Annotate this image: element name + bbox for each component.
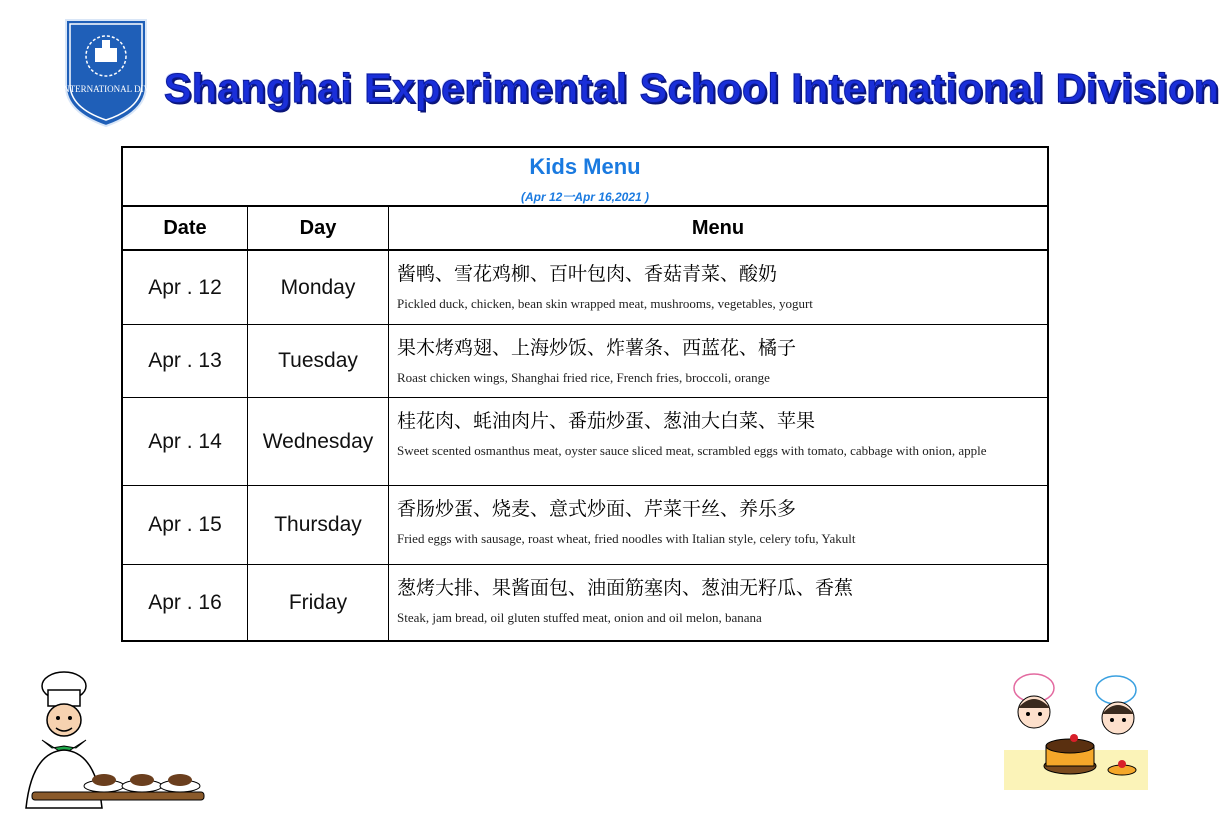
menu-cn: 葱烤大排、果酱面包、油面筋塞肉、葱油无籽瓜、香蕉: [397, 577, 854, 599]
header-date: Date: [123, 207, 248, 249]
menu-table: [121, 146, 1049, 642]
menu-cn: 香肠炒蛋、烧麦、意式炒面、芹菜干丝、养乐多: [397, 498, 797, 520]
table-row: [123, 398, 1047, 486]
logo-text: S.E.S INTERNATIONAL DIVISION: [37, 84, 175, 94]
row-date: Apr . 16: [123, 565, 248, 640]
table-header: [123, 207, 1047, 251]
row-menu: [389, 565, 1047, 640]
menu-en: Roast chicken wings, Shanghai fried rice, French fries, broccoli, orange: [397, 370, 770, 385]
row-day: Wednesday: [248, 398, 389, 485]
school-logo: [37, 16, 175, 130]
menu-en: Pickled duck, chicken, bean skin wrapped meat, mushrooms, vegetables, yogurt: [397, 296, 813, 311]
menu-title-row: [123, 148, 1047, 207]
table-row: [123, 565, 1047, 640]
table-row: [123, 486, 1047, 565]
header-day: Day: [248, 207, 389, 249]
menu-en: Sweet scented osmanthus meat, oyster sauce sliced meat, scrambled eggs with tomato, cabbage with onion, apple: [397, 443, 987, 458]
row-day: Thursday: [248, 486, 389, 564]
header-menu: Menu: [691, 216, 745, 239]
menu-cn: 果木烤鸡翅、上海炒饭、炸薯条、西蓝花、橘子: [397, 337, 797, 359]
table-row: [123, 251, 1047, 325]
row-day: Monday: [248, 251, 389, 324]
menu-en: Steak, jam bread, oil gluten stuffed meat, onion and oil melon, banana: [397, 610, 762, 625]
row-menu: [389, 325, 1047, 397]
row-date: Apr . 14: [123, 398, 248, 485]
row-date: Apr . 13: [123, 325, 248, 397]
row-menu: [389, 486, 1047, 564]
table-row: [123, 325, 1047, 398]
menu-cn: 酱鸭、雪花鸡柳、百叶包肉、香菇青菜、酸奶: [397, 263, 778, 285]
menu-date-range: (Apr 12一Apr 16,2021 ): [520, 190, 650, 204]
menu-en: Fried eggs with sausage, roast wheat, fried noodles with Italian style, celery tofu, Yakult: [397, 531, 856, 546]
row-day: Friday: [248, 565, 389, 640]
row-menu: [389, 398, 1047, 485]
row-menu: [389, 251, 1047, 324]
kids-baking-illustration: [1000, 668, 1152, 792]
row-day: Tuesday: [248, 325, 389, 397]
row-date: Apr . 15: [123, 486, 248, 564]
menu-cn: 桂花肉、蚝油肉片、番茄炒蛋、葱油大白菜、苹果: [397, 410, 816, 432]
menu-title: Kids Menu: [529, 154, 641, 179]
row-date: Apr . 12: [123, 251, 248, 324]
chef-illustration: [12, 668, 208, 814]
school-name: Shanghai Experimental School International Division: [164, 65, 1219, 111]
